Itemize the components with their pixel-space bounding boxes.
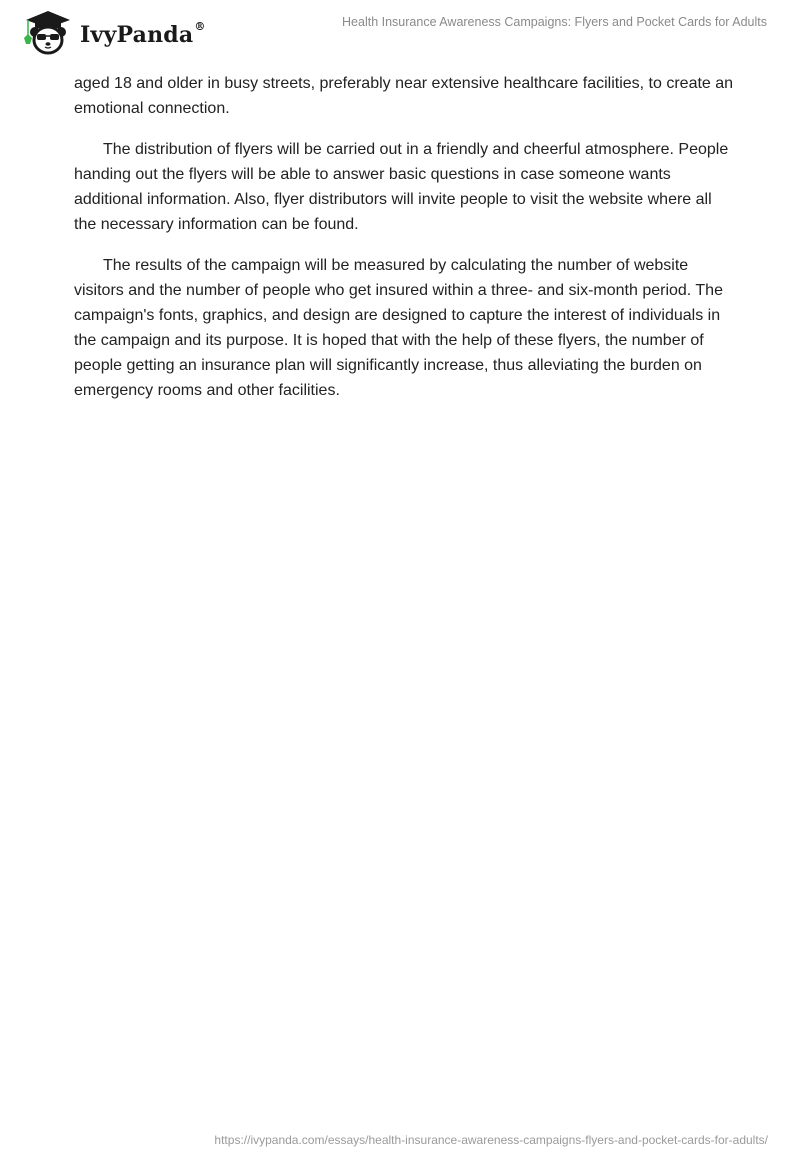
registered-mark: ® — [194, 20, 206, 33]
ivypanda-logo[interactable] — [18, 8, 206, 56]
paragraph: aged 18 and older in busy streets, preferably near extensive healthcare facilities, to create an emotional connection. — [74, 75, 734, 117]
brand-name: IvyPanda® — [80, 20, 206, 48]
document-running-title: Health Insurance Awareness Campaigns: Flyers and Pocket Cards for Adults — [342, 15, 767, 29]
paragraph: The distribution of flyers will be carried out in a friendly and cheerful atmosphere. People handing out the flyers will be able to answer basic questions in case someone wants additional information. Also, flyer distributors will invite people to visit the website where all the necessary information can be found. — [74, 141, 729, 233]
page-header — [0, 0, 800, 60]
essay-body — [74, 71, 734, 419]
paragraph: The results of the campaign will be measured by calculating the number of website visitors and the number of people who get insured within a three- and six-month period. The campaign's fonts, graphics, and design are designed to capture the interest of individuals in the campaign and its purpose. It is hoped that with the help of these flyers, the number of people getting an insurance plan will significantly increase, thus alleviating the burden on emergency rooms and other facilities. — [74, 257, 723, 399]
panda-graduate-logo-icon — [18, 8, 76, 56]
source-url-footer[interactable]: https://ivypanda.com/essays/health-insurance-awareness-campaigns-flyers-and-pocket-cards-for-adults/ — [214, 1133, 768, 1147]
